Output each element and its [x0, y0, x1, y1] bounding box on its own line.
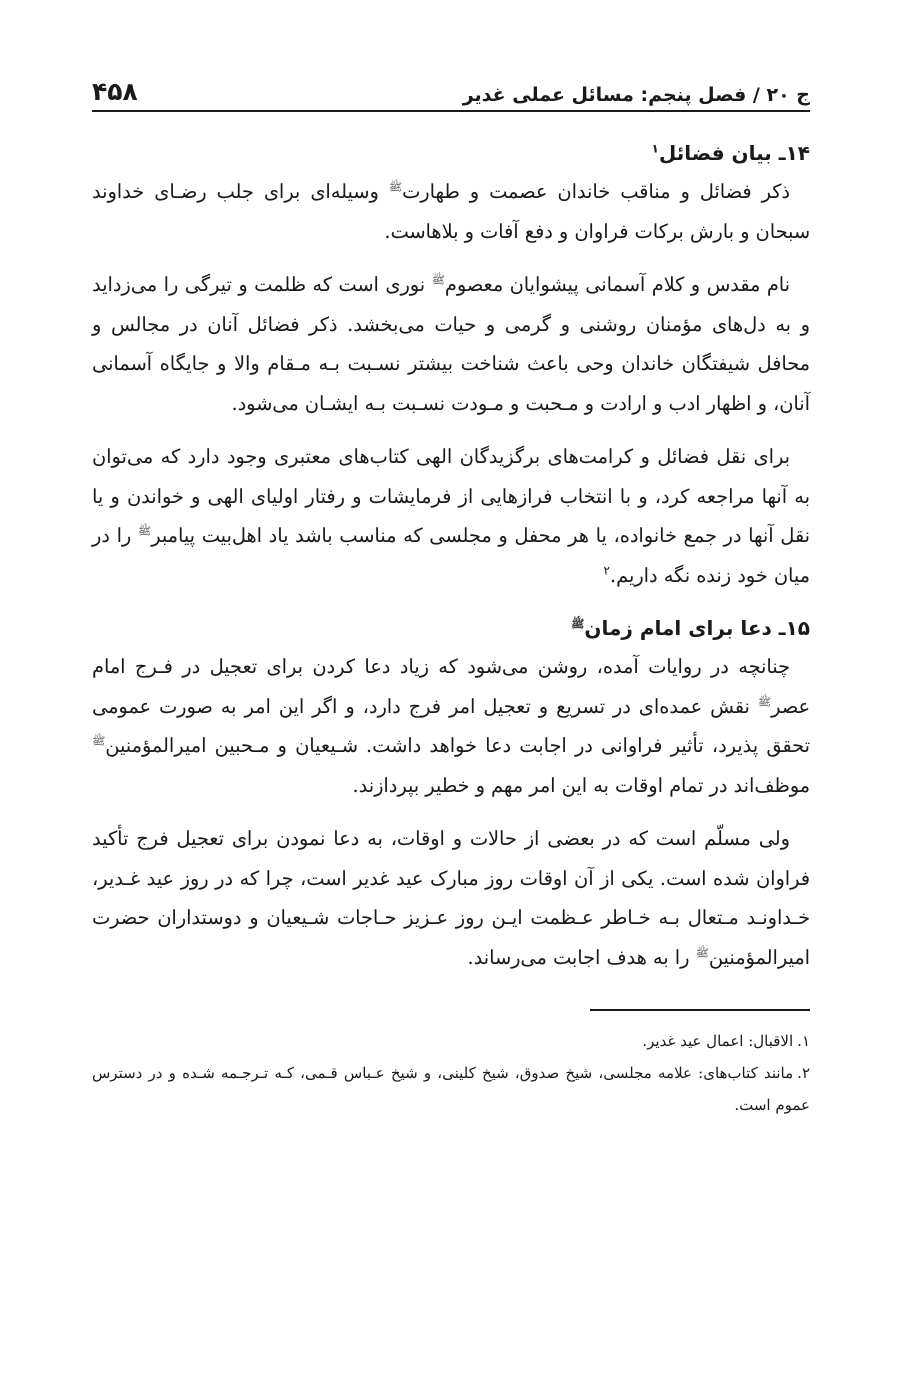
paragraph-text: چنانچه در روایات آمده، روشن می‌شود که زیاد دعا کردن برای تعجیل در فـرج امام عصر — [92, 655, 810, 718]
paragraph-text: موظف‌اند در تمام اوقات به این امر مهم و خطیر بپردازند. — [352, 773, 810, 797]
paragraph-text: را در میان خود زنده نگه داریم. — [92, 524, 810, 587]
footnote — [92, 1025, 810, 1057]
honorific-mark-icon: ﷺ — [137, 524, 152, 538]
paragraph-text: نقش عمده‌ای در تسریع و تعجیل امر فرج دارد، و اگر این امر به صورت عمومی تحقق پذیرد، تأثیر فراوانی در اجابت دعا خواهد داشت. شـیعیان و مـحبین امیرالمؤمنین — [92, 694, 810, 757]
footnotes — [92, 1025, 810, 1121]
honorific-mark-icon: ﷺ — [695, 946, 709, 960]
footnote — [92, 1057, 810, 1121]
paragraph-text: نام مقدس و کلام آسمانی پیشوایان معصوم — [444, 273, 790, 296]
paragraph — [92, 819, 810, 977]
footnote-number: ۲. — [797, 1064, 810, 1082]
paragraph — [92, 265, 810, 423]
paragraph-text: برای نقل فضائل و کرامت‌های برگزیدگان الهی کتاب‌های معتبری وجود دارد که می‌توان به آنها مراجعه کرد، و با انتخاب فرازهایی از فرمایشات و رفتار اولیای الهی و خواندن و یا نقل آنها در جمع خانواده، یا هر محفل و مجلسی که مناسب باشد یاد اهل‌بیت پیامبر — [92, 445, 810, 547]
footnote-number: ۱. — [797, 1032, 810, 1050]
section-heading — [92, 609, 810, 647]
footnote-text: الاقبال: اعمال عید غدیر. — [642, 1032, 794, 1050]
honorific-mark-icon: ﷺ — [92, 734, 106, 748]
section-14 — [92, 134, 810, 595]
running-header — [92, 60, 810, 112]
paragraph-text: را به هدف اجابت می‌رساند. — [467, 945, 690, 969]
footnote-ref: ۱ — [651, 141, 659, 156]
honorific-mark-icon: ﷺ — [757, 695, 772, 709]
paragraph — [92, 172, 810, 251]
paragraph-text: ذکر فضائل و مناقب خاندان عصمت و طهارت — [402, 180, 791, 203]
main-text — [92, 134, 810, 977]
paragraph-text: وسیله‌ای برای جلب رضـای خداوند سبحان و بارش برکات فراوان و دفع آفات و بلاهاست. — [92, 180, 810, 243]
section-heading-text: ۱۵ـ دعا برای امام زمان — [584, 616, 810, 640]
section-15 — [92, 609, 810, 977]
section-heading — [92, 134, 810, 172]
chapter-title: ج ۲۰ / فصل پنجم: مسائل عملی غدیر — [462, 84, 810, 106]
footnote-divider — [590, 1009, 810, 1011]
paragraph — [92, 647, 810, 805]
paragraph-text: ولی مسلّم است که در بعضی از حالات و اوقات، به دعا نمودن برای تعجیل فرج تأکید فراوان شده است. یکی از آن اوقات روز مبارک عید غدیر است، چرا که در روز عید غـدیر، خـداونـد مـتعال بـه خـاطر عـظمت ایـن روز عـزیز حـاجات شـیعیان و دوستداران حضرت امیرالمؤمنین — [92, 827, 810, 969]
honorific-mark-icon: ﷺ — [571, 617, 585, 631]
footnote-ref: ۲ — [603, 563, 610, 578]
page-number: ۴۵۸ — [92, 77, 138, 106]
paragraph-text: نوری است که ظلمت و تیرگی را می‌زداید و به دل‌های مؤمنان روشنی و گرمی و حیات می‌بخشد. ذکر فضائل آنان در مجالس و محافل شیفتگان خاندان وحی باعث شناخت بیشتر نسـبت بـه مـقام والا و جایگاه آسمانی آنان، و اظهار ادب و ارادت و مـحبت و مـودت نسـبت بـه ایشـان می‌شود. — [92, 273, 810, 415]
section-heading-text: ۱۴ـ بیان فضائل — [658, 141, 810, 165]
honorific-mark-icon: ﷺ — [388, 180, 403, 194]
paragraph — [92, 437, 810, 595]
footnote-text: مانند کتاب‌های: علامه مجلسی، شیخ صدوق، شیخ کلینی، و شیخ عـباس قـمی، کـه تـرجـمه شـده و در دسترس عموم است. — [92, 1064, 810, 1114]
book-page — [92, 60, 810, 1121]
honorific-mark-icon: ﷺ — [431, 273, 445, 287]
